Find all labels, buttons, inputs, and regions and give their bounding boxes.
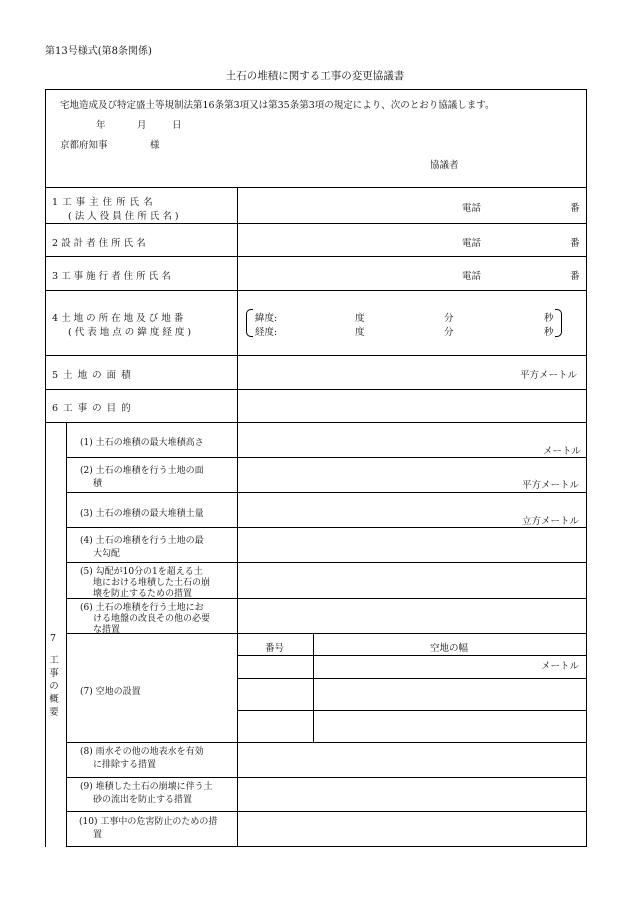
row1-sublabel: ( 法 人 役 員 住 所 氏 名 ) xyxy=(68,211,179,222)
row1-ban: 番 xyxy=(570,203,580,214)
item1-text: (1) 土石の堆積の最大堆積高さ xyxy=(80,438,204,448)
divider xyxy=(237,655,587,656)
row2-label: 2 設 計 者 住 所 氏 名 xyxy=(52,238,146,249)
item6-text: (6) 土石の堆積を行う土地にお xyxy=(80,603,204,613)
row1-phone: 電話 xyxy=(462,203,482,214)
item2-unit: 平方メートル xyxy=(522,480,580,491)
divider xyxy=(66,633,587,634)
divider xyxy=(66,492,587,493)
item5-text-cont2: 壊を防止するための措置 xyxy=(93,589,193,599)
row4-sublabel: ( 代 表 地 点 の 緯 度 経 度 ) xyxy=(68,327,192,338)
consultant-label: 協議者 xyxy=(430,160,459,171)
divider xyxy=(237,678,587,679)
item9-text-cont: 砂の流出を防止する措置 xyxy=(93,795,193,805)
divider xyxy=(66,742,587,743)
date-year: 年 xyxy=(96,120,106,131)
vacant-unit: メートル xyxy=(541,661,580,672)
divider xyxy=(237,422,238,846)
divider xyxy=(66,811,587,812)
item4-text-cont: 大勾配 xyxy=(93,549,121,559)
latitude-degree: 度 xyxy=(355,313,365,324)
row6-label: 6 工 事 の 目 的 xyxy=(52,403,132,414)
item10-text: (10) 工事中の危害防止のための措 xyxy=(79,817,218,827)
item2-text-cont: 積 xyxy=(93,479,103,489)
longitude-degree: 度 xyxy=(355,327,365,338)
row2-ban: 番 xyxy=(570,238,580,249)
item5-text-cont: 地における堆積した土石の崩 xyxy=(93,578,211,588)
divider xyxy=(45,187,587,188)
section7-number: 7 xyxy=(50,633,57,644)
item10-text-cont: 置 xyxy=(93,830,103,840)
divider xyxy=(45,389,587,390)
date-month: 月 xyxy=(137,120,147,131)
page-title: 土石の堆積に関する工事の変更協議書 xyxy=(225,70,405,82)
item8-text: (8) 雨水その他の地表水を有効 xyxy=(80,747,204,757)
divider xyxy=(45,223,587,224)
divider xyxy=(313,633,314,742)
row3-label: 3 工 事 施 行 者 住 所 氏 名 xyxy=(52,271,171,282)
item2-text: (2) 土石の堆積を行う土地の面 xyxy=(80,466,204,476)
row5-label: 5 土 地 の 面 積 xyxy=(52,370,132,381)
date-day: 日 xyxy=(172,120,182,131)
longitude-label: 経度: xyxy=(255,327,278,338)
vacant-col-width: 空地の幅 xyxy=(430,643,469,654)
row3-phone: 電話 xyxy=(462,271,482,282)
divider xyxy=(66,777,587,778)
item9-text: (9) 堆積した土石の崩壊に伴う土 xyxy=(80,782,213,792)
latitude-minute: 分 xyxy=(444,313,454,324)
vacant-col-number: 番号 xyxy=(265,643,285,654)
divider xyxy=(66,846,587,847)
left-bracket xyxy=(246,309,253,337)
intro-text: 宅地造成及び特定盛土等規制法第16条第3項又は第35条第3項の規定により、次のとおり協議します。 xyxy=(60,100,495,111)
longitude-minute: 分 xyxy=(444,327,454,338)
divider xyxy=(66,422,67,846)
longitude-second: 秒 xyxy=(544,327,554,338)
item8-text-cont: に排除する措置 xyxy=(93,760,157,770)
divider xyxy=(45,422,587,423)
item4-text: (4) 土石の堆積を行う土地の最 xyxy=(80,536,204,546)
latitude-label: 緯度: xyxy=(255,313,278,324)
item7-text: (7) 空地の設置 xyxy=(80,687,141,697)
section7-label: 工事の概要 xyxy=(49,655,59,718)
divider xyxy=(237,710,587,711)
item6-text-cont: ける地盤の改良その他の必要 xyxy=(93,614,211,624)
divider xyxy=(45,256,587,257)
item6-text-cont2: な措置 xyxy=(93,625,121,635)
row5-unit: 平方メートル xyxy=(520,370,578,381)
row3-ban: 番 xyxy=(570,271,580,282)
item1-unit: メートル xyxy=(543,446,582,457)
right-bracket xyxy=(555,309,562,337)
latitude-second: 秒 xyxy=(544,313,554,324)
row1-label: 1 工 事 主 住 所 氏 名 xyxy=(52,197,154,208)
divider xyxy=(237,187,238,422)
row2-phone: 電話 xyxy=(462,238,482,249)
form-number: 第13号様式(第8条関係) xyxy=(45,46,152,57)
divider xyxy=(45,290,587,291)
divider xyxy=(66,562,587,563)
addressee-name: 京都府知事 xyxy=(60,140,108,151)
addressee-honorific: 様 xyxy=(150,140,160,151)
item3-text: (3) 土石の堆積の最大堆積土量 xyxy=(80,509,204,519)
row4-label: 4 土 地 の 所 在 地 及 び 地 番 xyxy=(52,313,184,324)
divider xyxy=(66,527,587,528)
item5-text: (5) 勾配が10分の1を超える土 xyxy=(80,567,203,577)
divider xyxy=(45,355,587,356)
divider xyxy=(66,457,587,458)
item3-unit: 立方メートル xyxy=(522,516,580,527)
